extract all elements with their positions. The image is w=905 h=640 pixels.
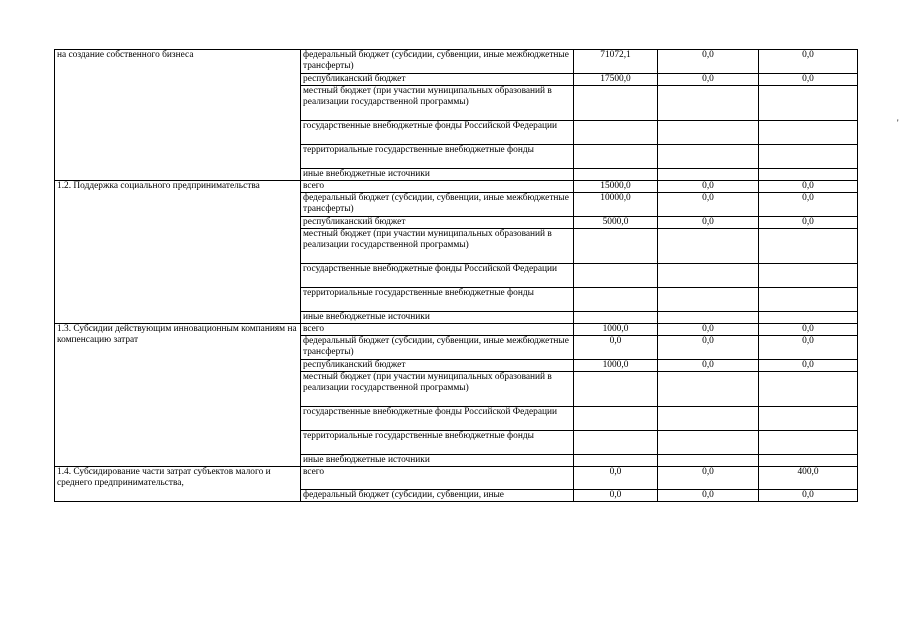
table-row xyxy=(55,50,858,74)
amount-year-2 xyxy=(658,145,759,169)
amount-year-3 xyxy=(759,169,858,181)
amount-year-2 xyxy=(658,86,759,121)
amount-year-2: 0,0 xyxy=(658,181,759,193)
amount-year-2 xyxy=(658,264,759,288)
amount-year-1 xyxy=(574,372,658,407)
table-row xyxy=(55,467,858,490)
margin-mark: ' xyxy=(897,118,899,128)
amount-year-3 xyxy=(759,312,858,324)
amount-year-3: 0,0 xyxy=(759,50,858,74)
amount-year-1 xyxy=(574,288,658,312)
amount-year-3: 0,0 xyxy=(759,324,858,336)
funding-source: государственные внебюджетные фонды Российской Федерации xyxy=(301,264,574,288)
funding-source: территориальные государственные внебюджетные фонды xyxy=(301,288,574,312)
funding-source: республиканский бюджет xyxy=(301,74,574,86)
funding-source: государственные внебюджетные фонды Российской Федерации xyxy=(301,121,574,145)
amount-year-1: 17500,0 xyxy=(574,74,658,86)
amount-year-3 xyxy=(759,121,858,145)
amount-year-1 xyxy=(574,431,658,455)
amount-year-2 xyxy=(658,288,759,312)
amount-year-2 xyxy=(658,431,759,455)
program-item-name: 1.4. Субсидирование части затрат субъектов малого и среднего предпринимательства, xyxy=(55,467,301,502)
funding-source: всего xyxy=(301,324,574,336)
amount-year-2: 0,0 xyxy=(658,490,759,502)
funding-source: местный бюджет (при участии муниципальных образований в реализации государственной программы) xyxy=(301,229,574,264)
funding-source: местный бюджет (при участии муниципальных образований в реализации государственной программы) xyxy=(301,372,574,407)
amount-year-1 xyxy=(574,86,658,121)
amount-year-1: 0,0 xyxy=(574,336,658,360)
table-row xyxy=(55,181,858,193)
amount-year-3 xyxy=(759,372,858,407)
funding-source: иные внебюджетные источники xyxy=(301,169,574,181)
funding-source: федеральный бюджет (субсидии, субвенции, иные межбюджетные трансферты) xyxy=(301,50,574,74)
funding-source: республиканский бюджет xyxy=(301,360,574,372)
amount-year-2: 0,0 xyxy=(658,217,759,229)
amount-year-1 xyxy=(574,145,658,169)
funding-source: федеральный бюджет (субсидии, субвенции, иные xyxy=(301,490,574,502)
amount-year-1: 0,0 xyxy=(574,467,658,490)
amount-year-3 xyxy=(759,288,858,312)
table-row xyxy=(55,324,858,336)
funding-source: местный бюджет (при участии муниципальных образований в реализации государственной программы) xyxy=(301,86,574,121)
amount-year-3: 0,0 xyxy=(759,490,858,502)
amount-year-1 xyxy=(574,169,658,181)
amount-year-2 xyxy=(658,372,759,407)
amount-year-3 xyxy=(759,455,858,467)
amount-year-2 xyxy=(658,312,759,324)
program-item-name: на создание собственного бизнеса xyxy=(55,50,301,181)
funding-source: государственные внебюджетные фонды Российской Федерации xyxy=(301,407,574,431)
amount-year-1: 1000,0 xyxy=(574,360,658,372)
funding-source: иные внебюджетные источники xyxy=(301,455,574,467)
funding-source: территориальные государственные внебюджетные фонды xyxy=(301,145,574,169)
funding-source: федеральный бюджет (субсидии, субвенции, иные межбюджетные трансферты) xyxy=(301,193,574,217)
amount-year-3 xyxy=(759,86,858,121)
amount-year-1: 10000,0 xyxy=(574,193,658,217)
program-item-name: 1.2. Поддержка социального предпринимательства xyxy=(55,181,301,324)
program-item-name: 1.3. Субсидии действующим инновационным компаниям на компенсацию затрат xyxy=(55,324,301,467)
amount-year-2: 0,0 xyxy=(658,193,759,217)
amount-year-2: 0,0 xyxy=(658,50,759,74)
amount-year-1: 0,0 xyxy=(574,490,658,502)
amount-year-2 xyxy=(658,407,759,431)
amount-year-3 xyxy=(759,407,858,431)
amount-year-2: 0,0 xyxy=(658,360,759,372)
amount-year-2: 0,0 xyxy=(658,74,759,86)
amount-year-2 xyxy=(658,455,759,467)
amount-year-3 xyxy=(759,264,858,288)
amount-year-1: 1000,0 xyxy=(574,324,658,336)
amount-year-2 xyxy=(658,229,759,264)
amount-year-2 xyxy=(658,121,759,145)
amount-year-1 xyxy=(574,121,658,145)
amount-year-3: 0,0 xyxy=(759,74,858,86)
amount-year-1: 5000,0 xyxy=(574,217,658,229)
amount-year-3: 0,0 xyxy=(759,193,858,217)
amount-year-1: 71072,1 xyxy=(574,50,658,74)
amount-year-2: 0,0 xyxy=(658,467,759,490)
amount-year-2: 0,0 xyxy=(658,336,759,360)
amount-year-3: 0,0 xyxy=(759,181,858,193)
amount-year-3 xyxy=(759,229,858,264)
amount-year-3: 0,0 xyxy=(759,360,858,372)
amount-year-2: 0,0 xyxy=(658,324,759,336)
amount-year-3 xyxy=(759,431,858,455)
funding-source: всего xyxy=(301,467,574,490)
amount-year-2 xyxy=(658,169,759,181)
amount-year-3 xyxy=(759,145,858,169)
amount-year-1 xyxy=(574,229,658,264)
amount-year-1 xyxy=(574,312,658,324)
funding-source: иные внебюджетные источники xyxy=(301,312,574,324)
amount-year-3: 0,0 xyxy=(759,217,858,229)
funding-source: всего xyxy=(301,181,574,193)
amount-year-1: 15000,0 xyxy=(574,181,658,193)
funding-source: территориальные государственные внебюджетные фонды xyxy=(301,431,574,455)
budget-table-body xyxy=(55,50,858,502)
amount-year-1 xyxy=(574,407,658,431)
amount-year-3: 0,0 xyxy=(759,336,858,360)
funding-source: федеральный бюджет (субсидии, субвенции, иные межбюджетные трансферты) xyxy=(301,336,574,360)
amount-year-1 xyxy=(574,455,658,467)
budget-table xyxy=(54,49,858,502)
funding-source: республиканский бюджет xyxy=(301,217,574,229)
amount-year-1 xyxy=(574,264,658,288)
amount-year-3: 400,0 xyxy=(759,467,858,490)
